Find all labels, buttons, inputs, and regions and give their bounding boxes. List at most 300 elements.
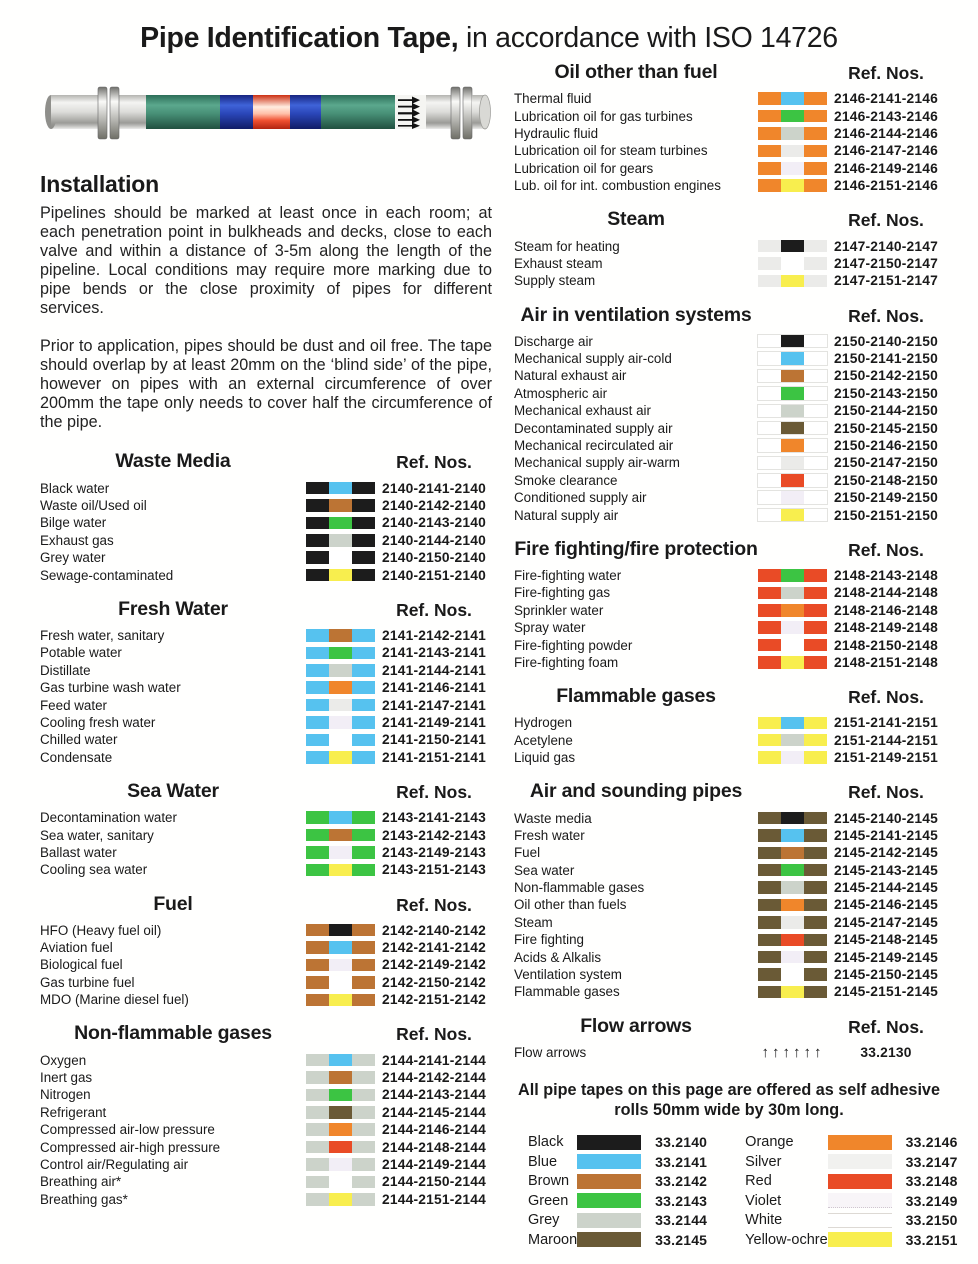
tape-swatch	[758, 639, 827, 652]
media-label: Mechanical supply air-cold	[514, 351, 672, 367]
two-column-layout	[0, 61, 978, 1250]
section-rows	[514, 567, 944, 671]
tape-swatch	[306, 629, 375, 642]
tape-segment-blue	[352, 664, 375, 677]
ref-number: 2146-2149-2146	[833, 160, 939, 176]
tape-row	[514, 602, 944, 619]
tape-swatch	[758, 717, 827, 730]
legend-swatch-brown	[577, 1174, 641, 1189]
media-label: Thermal fluid	[514, 91, 592, 107]
tape-segment-maroon	[804, 934, 827, 947]
tape-segment-brown	[329, 1071, 352, 1084]
media-label: Chilled water	[40, 732, 118, 748]
tape-segment-red	[781, 934, 804, 947]
section-title: Air and sounding pipes	[529, 780, 743, 803]
section-title: Fresh Water	[118, 597, 228, 620]
ref-number: 2148-2143-2148	[833, 568, 939, 583]
section-title: Flammable gases	[556, 685, 716, 708]
legend-swatch-black	[577, 1135, 641, 1150]
ref-number: 2147-2150-2147	[833, 255, 939, 271]
legend-color-name: Blue	[528, 1153, 558, 1170]
tape-row	[40, 549, 492, 566]
ref-number: 2145-2147-2145	[833, 914, 939, 930]
tape-segment-orange	[804, 179, 827, 192]
tape-swatch	[758, 335, 827, 348]
tape-row	[514, 437, 944, 454]
media-label: Waste oil/Used oil	[40, 498, 147, 514]
media-label: Exhaust gas	[40, 532, 114, 548]
tape-segment-green	[352, 864, 375, 877]
media-label: Ballast water	[40, 844, 117, 860]
tape-swatch	[306, 1071, 375, 1084]
tape-segment-white	[758, 457, 781, 470]
tape-row	[40, 1191, 492, 1208]
tape-segment-grey	[781, 405, 804, 418]
tape-segment-white	[781, 639, 804, 652]
media-label: Liquid gas	[514, 750, 576, 766]
tape-segment-white	[804, 509, 827, 522]
tape-row	[40, 497, 492, 514]
tape-segment-green	[352, 846, 375, 859]
tape-segment-black	[352, 551, 375, 564]
right-column	[514, 61, 958, 1250]
tape-row	[514, 879, 944, 896]
media-label: Flow arrows	[514, 1044, 587, 1060]
ref-number: 2151-2141-2151	[833, 715, 939, 731]
tape-segment-blue	[306, 751, 329, 764]
tape-segment-red	[804, 656, 827, 669]
tape-segment-black	[306, 499, 329, 512]
tape-segment-grey	[306, 1071, 329, 1084]
media-label: Mechanical supply air-warm	[514, 455, 680, 471]
tape-row	[40, 861, 492, 878]
tape-swatch	[758, 275, 827, 288]
media-label: Lub. oil for int. combustion engines	[514, 178, 721, 194]
legend-ref-number: 33.2149	[905, 1192, 958, 1209]
tape-segment-green	[329, 517, 352, 530]
ref-number: 2144-2142-2144	[381, 1070, 487, 1086]
tape-segment-grey	[352, 1106, 375, 1119]
tape-segment-maroon	[758, 986, 781, 999]
tape-segment-green	[306, 864, 329, 877]
tape-swatch	[758, 587, 827, 600]
tape-row	[514, 914, 944, 931]
ref-nos-header: Ref. Nos.	[396, 1024, 472, 1045]
media-label: Natural exhaust air	[514, 368, 627, 384]
tape-row	[514, 350, 944, 367]
tape-segment-black	[781, 335, 804, 348]
tape-segment-maroon	[758, 968, 781, 981]
tape-segment-white	[804, 491, 827, 504]
tape-segment-maroon	[758, 847, 781, 860]
media-label: Lubrication oil for gas turbines	[514, 108, 693, 124]
ref-number: 2150-2149-2150	[833, 490, 939, 506]
tape-row	[40, 479, 492, 496]
tape-segment-blue	[306, 716, 329, 729]
tape-segment-blue	[329, 482, 352, 495]
section-title: Fuel	[153, 892, 193, 915]
ref-number: 2141-2144-2141	[381, 662, 487, 678]
media-label: Potable water	[40, 645, 122, 661]
tape-row	[40, 1138, 492, 1155]
ref-number: 2140-2150-2140	[381, 550, 487, 566]
tape-segment-brown	[329, 829, 352, 842]
tape-swatch	[758, 110, 827, 123]
tape-segment-yellow	[781, 509, 804, 522]
tape-segment-maroon	[329, 1106, 352, 1119]
section-fuel	[40, 893, 492, 1009]
tape-swatch	[758, 829, 827, 842]
tape-swatch	[758, 656, 827, 669]
tape-segment-black	[352, 534, 375, 547]
ref-number: 2143-2149-2143	[381, 844, 487, 860]
tape-row	[40, 714, 492, 731]
section-rows	[40, 1051, 492, 1208]
tape-row	[40, 1051, 492, 1068]
legend-ref-number: 33.2147	[905, 1153, 958, 1170]
tape-row	[514, 272, 944, 289]
tape-swatch	[758, 881, 827, 894]
media-label: Acetylene	[514, 732, 573, 748]
tape-segment-white	[758, 370, 781, 383]
ref-number: 2142-2151-2142	[381, 992, 487, 1008]
ref-number: 2150-2147-2150	[833, 455, 939, 471]
media-label: Aviation fuel	[40, 940, 113, 956]
ref-nos-header: Ref. Nos.	[848, 1016, 924, 1037]
ref-number: 2141-2151-2141	[381, 749, 487, 765]
tape-row	[40, 1086, 492, 1103]
tape-swatch	[758, 509, 827, 522]
media-label: Fuel	[514, 845, 541, 861]
ref-number: 2146-2147-2146	[833, 143, 939, 159]
media-label: Sprinkler water	[514, 602, 604, 618]
tape-segment-blue	[329, 811, 352, 824]
page-title	[0, 22, 978, 55]
ref-number: 2148-2149-2148	[833, 620, 939, 636]
tape-segment-maroon	[804, 899, 827, 912]
tape-segment-grey	[781, 881, 804, 894]
tape-swatch	[306, 647, 375, 660]
ref-nos-header: Ref. Nos.	[848, 63, 924, 83]
section-rows	[514, 90, 944, 194]
ref-number: 2148-2150-2148	[833, 637, 939, 653]
legend-ref-number: 33.2141	[655, 1153, 708, 1170]
tape-segment-grey	[306, 1141, 329, 1154]
tape-segment-blue	[352, 629, 375, 642]
tape-segment-grey	[352, 1071, 375, 1084]
tape-segment-blue	[306, 629, 329, 642]
self-adhesive-note: All pipe tapes on this page are offered as self adhesive rolls 50mm wide by 30m long.	[518, 1081, 940, 1119]
tape-segment-brown	[352, 924, 375, 937]
ref-number: 2145-2141-2145	[833, 827, 939, 843]
tape-segment-orange	[758, 162, 781, 175]
tape-segment-silver	[329, 699, 352, 712]
media-label: Bilge water	[40, 515, 107, 531]
ref-number: 2146-2141-2146	[833, 91, 939, 107]
tape-swatch	[758, 734, 827, 747]
tape-segment-orange	[781, 604, 804, 617]
tape-segment-orange	[804, 127, 827, 140]
tape-segment-maroon	[804, 968, 827, 981]
tape-row	[514, 619, 944, 636]
tape-swatch	[306, 664, 375, 677]
tape-segment-black	[306, 482, 329, 495]
media-label: Steam	[514, 914, 553, 930]
tape-segment-black	[352, 482, 375, 495]
ref-number: 2144-2141-2144	[381, 1052, 487, 1068]
media-label: Gas turbine wash water	[40, 680, 181, 696]
tape-swatch	[306, 482, 375, 495]
left-column	[40, 61, 492, 1250]
section-flow-arrows	[514, 1015, 944, 1061]
tape-segment-yellow	[781, 656, 804, 669]
section-waste-media	[40, 450, 492, 583]
legend-color-name: Green	[528, 1192, 569, 1209]
ref-number: 2145-2142-2145	[833, 845, 939, 861]
tape-segment-violet	[329, 716, 352, 729]
tape-segment-red	[804, 587, 827, 600]
ref-number: 2144-2149-2144	[381, 1157, 487, 1172]
tape-row	[40, 662, 492, 679]
tape-segment-grey	[352, 1141, 375, 1154]
media-label: Mechanical exhaust air	[514, 403, 651, 419]
legend-item	[745, 1133, 969, 1153]
section-fresh-water	[40, 598, 492, 766]
media-label: Compressed air-low pressure	[40, 1122, 215, 1138]
tape-segment-white	[329, 976, 352, 989]
section-title: Oil other than fuel	[554, 61, 718, 83]
tape-row	[514, 732, 944, 749]
media-label: Hydraulic fluid	[514, 125, 599, 141]
tape-segment-maroon	[758, 812, 781, 825]
ref-number: 2141-2143-2141	[381, 645, 487, 661]
media-label: Fire fighting	[514, 932, 584, 948]
tape-band-blue-2	[290, 95, 321, 129]
tape-segment-orange	[758, 179, 781, 192]
tape-segment-white	[781, 257, 804, 270]
tape-swatch	[306, 1158, 375, 1171]
tape-segment-silver	[758, 257, 781, 270]
tape-segment-black	[781, 240, 804, 253]
ref-number: 2144-2143-2144	[381, 1087, 487, 1103]
tape-swatch	[758, 569, 827, 582]
tape-row	[514, 862, 944, 879]
tape-segment-brown	[329, 499, 352, 512]
tape-segment-brown	[352, 941, 375, 954]
tape-segment-black	[352, 517, 375, 530]
tape-segment-grey	[306, 1106, 329, 1119]
tape-segment-red	[804, 569, 827, 582]
tape-row	[514, 402, 944, 419]
flange-right	[451, 87, 460, 139]
tape-row	[514, 567, 944, 584]
tape-segment-maroon	[758, 881, 781, 894]
tape-row	[514, 948, 944, 965]
media-label: Natural supply air	[514, 507, 619, 523]
section-title: Sea Water	[127, 779, 219, 802]
legend-item	[745, 1191, 969, 1211]
tape-segment-maroon	[758, 829, 781, 842]
tape-segment-yellow	[329, 864, 352, 877]
tape-row	[40, 696, 492, 713]
tape-segment-yellow	[781, 986, 804, 999]
legend-swatch-yellow	[828, 1232, 892, 1247]
ref-number: 33.2130	[860, 1044, 912, 1060]
tape-segment-violet	[781, 162, 804, 175]
tape-segment-violet	[329, 1158, 352, 1171]
tape-segment-silver	[804, 257, 827, 270]
media-label: Fire-fighting gas	[514, 585, 611, 601]
tape-segment-white	[329, 1176, 352, 1189]
media-label: Sea water	[514, 862, 575, 878]
section-rows	[40, 922, 492, 1009]
tape-swatch	[306, 716, 375, 729]
ref-number: 2150-2145-2150	[833, 420, 939, 436]
ref-number: 2141-2150-2141	[381, 732, 487, 748]
tape-row	[514, 636, 944, 653]
tape-band-green-2	[321, 95, 395, 129]
tape-segment-maroon	[804, 881, 827, 894]
tape-swatch	[306, 534, 375, 547]
tape-segment-maroon	[758, 899, 781, 912]
tape-segment-black	[306, 517, 329, 530]
legend-swatch-violet	[828, 1193, 892, 1208]
tape-swatch	[306, 994, 375, 1007]
tape-row	[514, 472, 944, 489]
tape-swatch	[758, 934, 827, 947]
tape-swatch	[306, 1123, 375, 1136]
tape-row	[514, 454, 944, 471]
ref-number: 2142-2150-2142	[381, 974, 487, 990]
tape-swatch	[306, 924, 375, 937]
tape-swatch	[758, 968, 827, 981]
tape-row	[514, 966, 944, 983]
legend-ref-number: 33.2143	[655, 1192, 708, 1209]
legend-swatch-blue	[577, 1154, 641, 1169]
tape-segment-white	[758, 474, 781, 487]
tape-segment-blue	[781, 717, 804, 730]
tape-swatch	[306, 751, 375, 764]
tape-segment-yellow	[758, 717, 781, 730]
media-label: Cooling fresh water	[40, 714, 156, 730]
legend-swatch-silver	[828, 1154, 892, 1169]
tape-swatch	[306, 1141, 375, 1154]
tape-segment-red	[804, 639, 827, 652]
legend-ref-number: 33.2151	[905, 1231, 958, 1248]
tape-segment-green	[781, 387, 804, 400]
ref-number: 2145-2151-2145	[833, 984, 939, 1000]
media-label: Gas turbine fuel	[40, 974, 135, 990]
media-label: Control air/Regulating air	[40, 1157, 189, 1172]
section-title: Flow arrows	[580, 1014, 692, 1037]
ref-number: 2141-2142-2141	[381, 628, 487, 644]
media-label: Supply steam	[514, 273, 596, 289]
legend-swatch-green	[577, 1193, 641, 1208]
installation-paragraph-2: Prior to application, pipes should be dust and oil free. The tape should overlap by at least 20mm on the ‘blind side’ of the pipe, however on pipes with an external circumference of over 200mm the tape only needs to cover half the circumference of the pipe.	[40, 336, 492, 431]
tape-swatch	[306, 517, 375, 530]
tape-segment-orange	[758, 92, 781, 105]
tape-segment-maroon	[758, 916, 781, 929]
tape-segment-maroon	[804, 812, 827, 825]
media-label: Fresh water	[514, 827, 585, 843]
tape-segment-blue	[306, 647, 329, 660]
media-label: Exhaust steam	[514, 255, 603, 271]
ref-number: 2146-2143-2146	[833, 108, 939, 124]
legend-color-name: Grey	[528, 1212, 560, 1229]
tape-segment-blue	[781, 352, 804, 365]
tape-segment-white	[804, 370, 827, 383]
media-label: Sea water, sanitary	[40, 827, 154, 843]
legend-column-right	[745, 1133, 969, 1250]
tape-row	[40, 809, 492, 826]
ref-nos-header: Ref. Nos.	[396, 452, 472, 473]
tape-segment-yellow	[329, 569, 352, 582]
ref-nos-header: Ref. Nos.	[396, 894, 472, 915]
tape-segment-blue	[352, 681, 375, 694]
tape-segment-green	[781, 569, 804, 582]
tape-segment-blue	[329, 941, 352, 954]
tape-segment-blue	[781, 92, 804, 105]
tape-segment-brown	[352, 994, 375, 1007]
media-label: Mechanical recirculated air	[514, 438, 674, 454]
tape-segment-red	[781, 474, 804, 487]
tape-segment-brown	[781, 370, 804, 383]
media-label: Breathing air*	[40, 1174, 122, 1190]
legend-color-name: Yellow-ochre	[745, 1231, 828, 1248]
legend-color-name: Silver	[745, 1153, 782, 1170]
tape-swatch	[758, 370, 827, 383]
ref-number: 2140-2151-2140	[381, 567, 487, 583]
tape-segment-blue	[781, 829, 804, 842]
tape-segment-white	[781, 968, 804, 981]
legend-swatch-grey	[577, 1213, 641, 1228]
media-label: Fresh water, sanitary	[40, 628, 165, 644]
ref-number: 2150-2148-2150	[833, 472, 939, 488]
media-label: HFO (Heavy fuel oil)	[40, 922, 162, 938]
media-label: Inert gas	[40, 1070, 93, 1086]
tape-row	[40, 956, 492, 973]
media-label: Lubrication oil for gears	[514, 160, 654, 176]
ref-nos-header: Ref. Nos.	[848, 782, 924, 803]
ref-number: 2151-2144-2151	[833, 732, 939, 748]
section-title: Steam	[607, 208, 665, 231]
tape-segment-blue	[306, 699, 329, 712]
ref-number: 2140-2143-2140	[381, 515, 487, 531]
tape-swatch	[758, 864, 827, 877]
tape-swatch	[306, 499, 375, 512]
media-label: Biological fuel	[40, 957, 123, 973]
tape-segment-grey	[781, 587, 804, 600]
tape-segment-brown	[306, 959, 329, 972]
tape-row	[40, 679, 492, 696]
tape-segment-white	[758, 335, 781, 348]
tape-segment-orange	[781, 899, 804, 912]
tape-row	[514, 107, 944, 124]
tape-segment-silver	[781, 916, 804, 929]
tape-row	[40, 991, 492, 1008]
pipe-end-cap	[480, 95, 491, 129]
media-label: Compressed air-high pressure	[40, 1139, 221, 1155]
media-label: Waste media	[514, 810, 592, 826]
tape-segment-grey	[306, 1123, 329, 1136]
tape-segment-brown	[781, 847, 804, 860]
tape-segment-orange	[758, 127, 781, 140]
tape-row	[514, 506, 944, 523]
legend-color-name: Black	[528, 1134, 564, 1151]
media-label: Conditioned supply air	[514, 490, 647, 506]
tape-segment-white	[329, 734, 352, 747]
ref-nos-header: Ref. Nos.	[848, 687, 924, 708]
